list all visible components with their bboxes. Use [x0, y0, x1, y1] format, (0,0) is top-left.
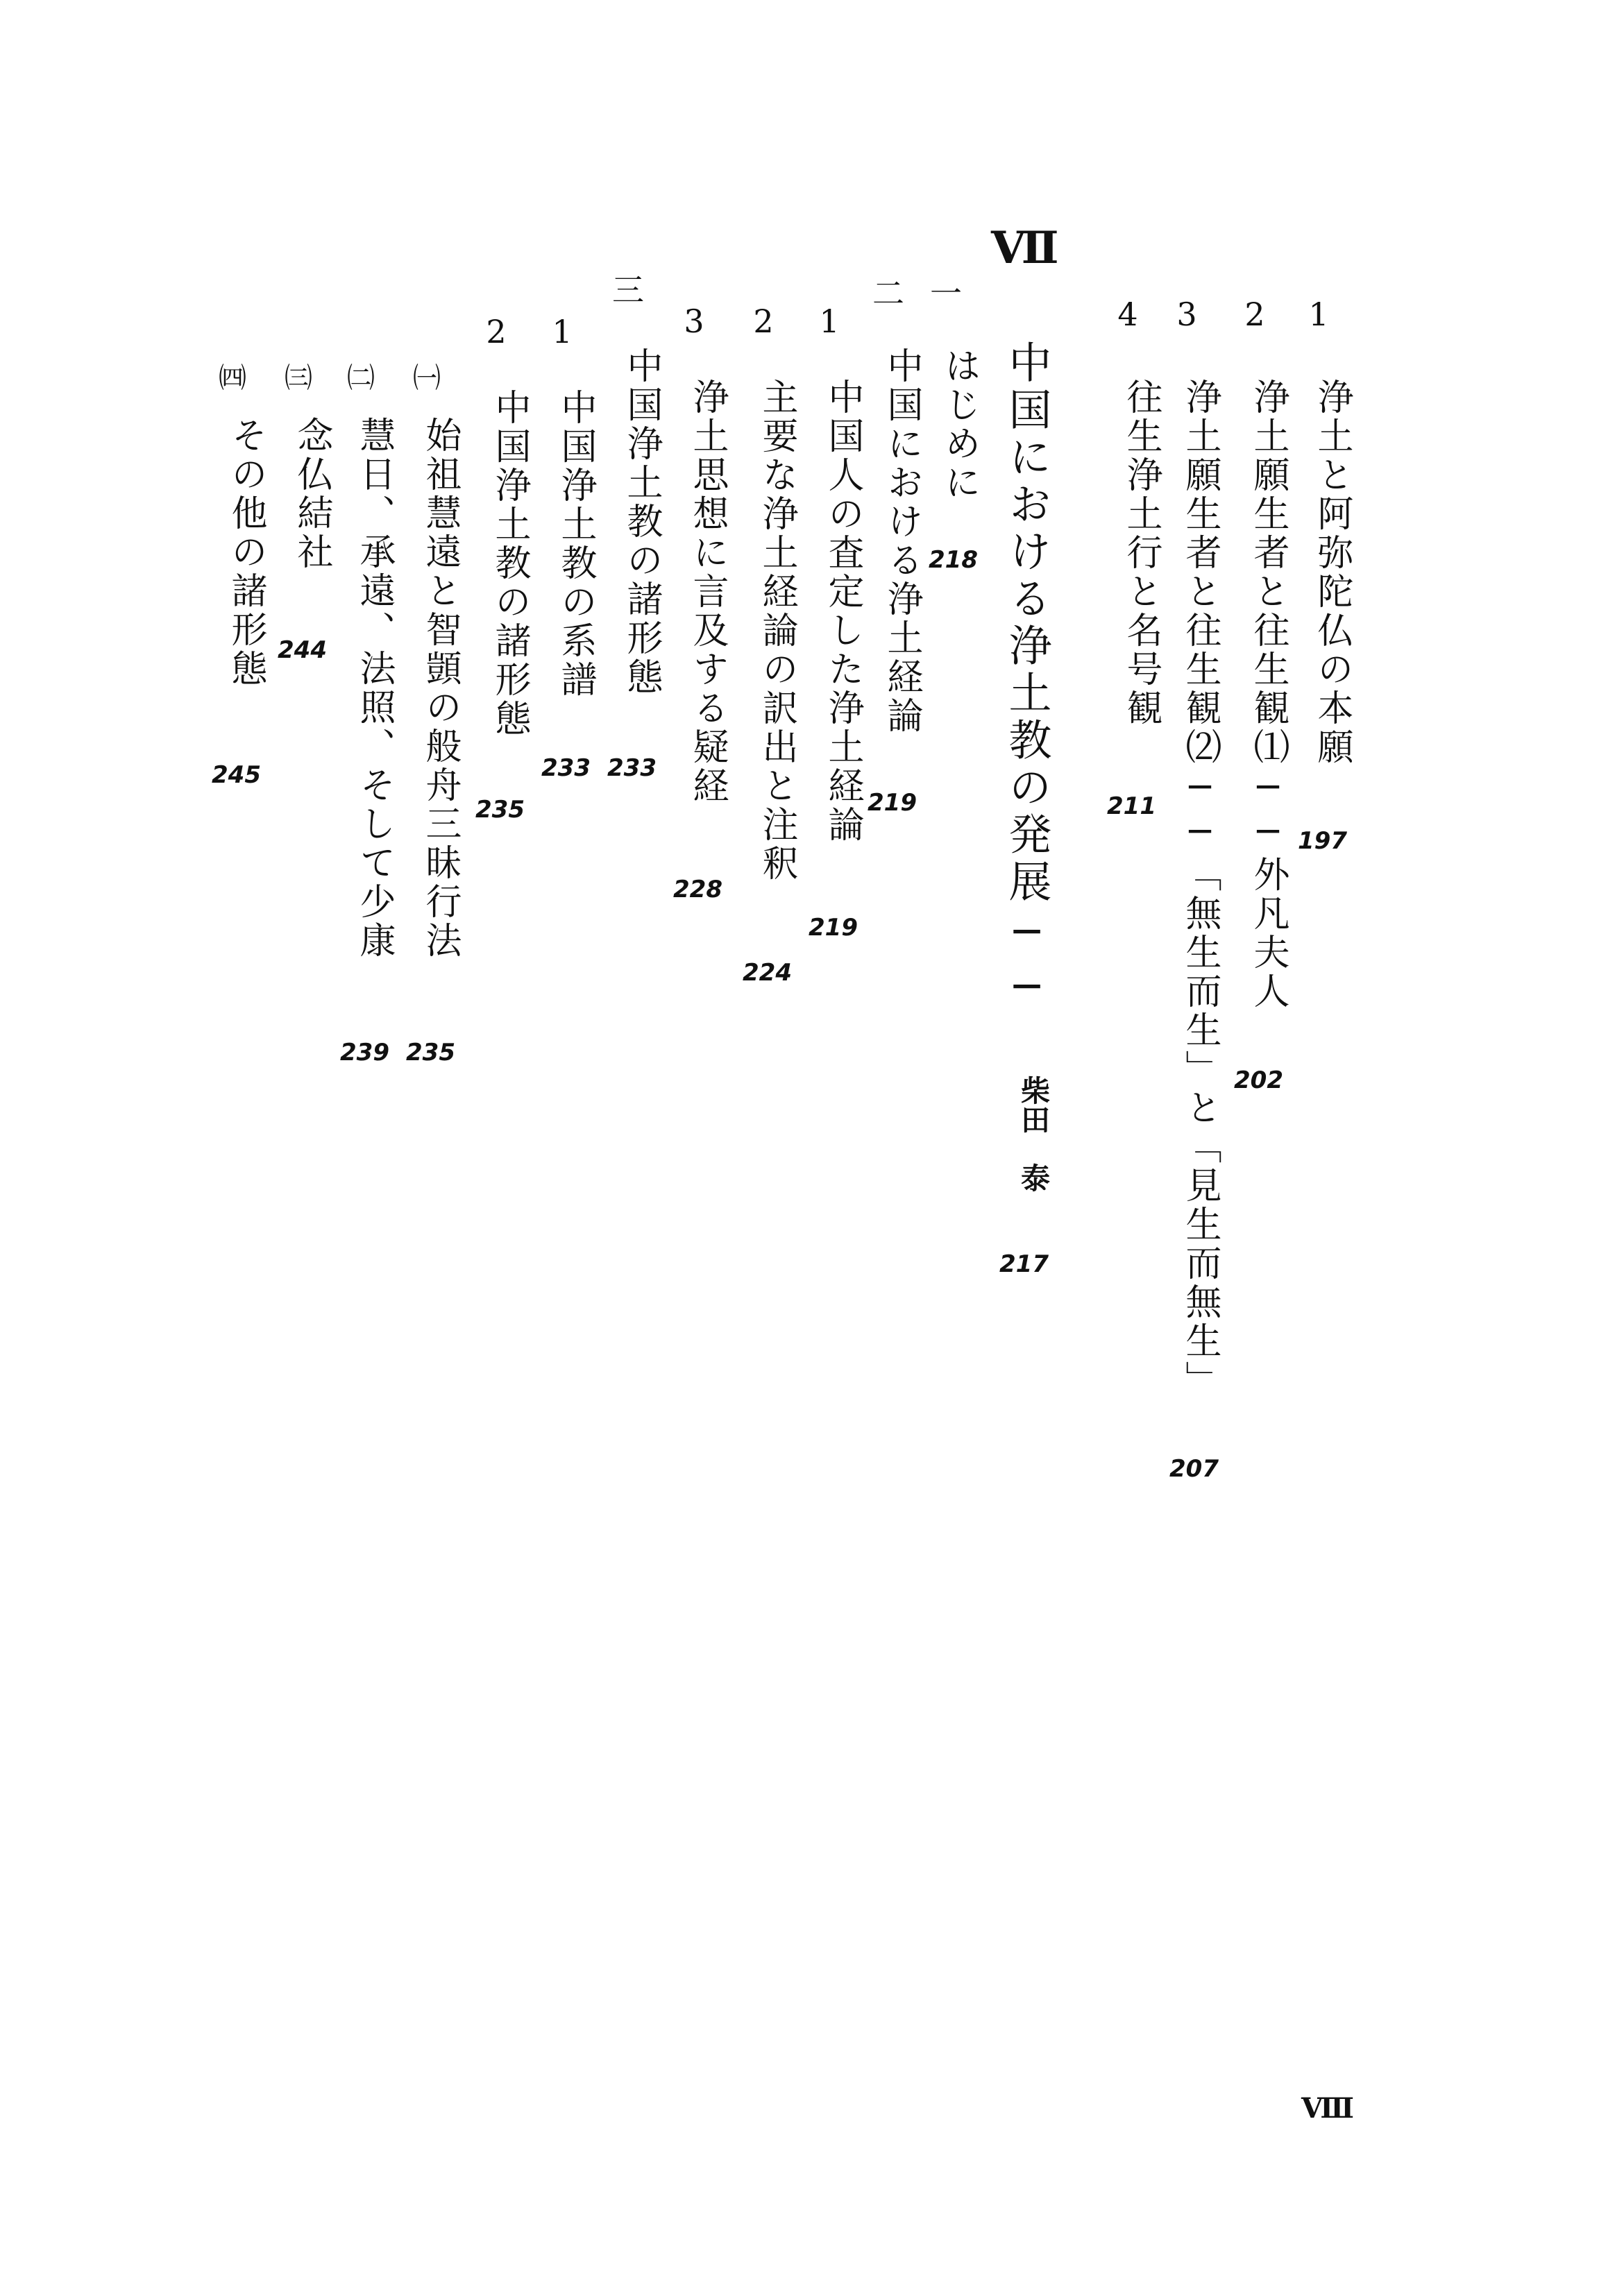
section-author: 柴田 泰 [1017, 1075, 1051, 1192]
entry-title: はじめに [938, 347, 980, 502]
toc-entry [597, 0, 662, 833]
entry-title: 慧日、承遠、法照、そして少康 [353, 416, 395, 960]
entry-page: 197 [1298, 827, 1347, 855]
section-heading [986, 0, 1052, 1318]
entry-title: 往生浄土行と名号観 [1120, 378, 1162, 728]
toc-entry [915, 0, 980, 624]
entry-title: その他の諸形態 [225, 416, 267, 688]
toc-entry [798, 0, 861, 971]
section-title: 中国における浄土教の発展── [1001, 340, 1052, 1016]
entry-title: 中国人の査定した浄土経論 [822, 378, 863, 844]
entry-title: 中国浄土教の諸形態 [620, 347, 662, 697]
entry-number: 1 [1308, 296, 1329, 333]
toc-entry [1287, 0, 1353, 902]
entry-title: 主要な浄土経論の訳出と注釈 [756, 378, 797, 883]
entry-number: 一 [930, 275, 962, 312]
entry-number: 4 [1117, 296, 1138, 333]
entry-page: 235 [406, 1039, 455, 1066]
entry-page: 219 [809, 914, 858, 942]
entry-title: 浄土願生者と往生観⑴──外凡夫人 [1247, 378, 1289, 1011]
entry-number: 2 [1244, 296, 1265, 333]
toc-entry [396, 0, 461, 1110]
entry-number: ㈣ [219, 362, 246, 394]
toc-entry [330, 0, 395, 1110]
toc-entry [1156, 0, 1221, 1527]
toc-entry [1097, 0, 1162, 902]
toc-entry [857, 0, 920, 902]
entry-page: 217 [999, 1250, 1049, 1278]
entry-number: 二 [872, 275, 904, 312]
entry-number: ㈠ [413, 362, 441, 394]
entry-title: 中国浄土教の諸形態 [489, 389, 530, 738]
entry-page: 219 [868, 789, 917, 817]
entry-title: 浄土と阿弥陀仏の本願 [1311, 378, 1353, 767]
entry-page: 218 [929, 546, 978, 574]
entry-number: 3 [684, 303, 704, 340]
entry-page: 207 [1169, 1455, 1219, 1483]
entry-number: 2 [486, 313, 507, 350]
entry-page: 244 [278, 636, 327, 664]
entry-title: 浄土思想に言及する疑経 [686, 378, 728, 806]
toc-entry [465, 0, 530, 867]
entry-number: 1 [819, 303, 840, 340]
entry-page: 224 [743, 959, 792, 987]
entry-page: 235 [475, 796, 525, 824]
toc-entry [201, 0, 267, 833]
entry-title: 浄土願生者と往生観⑵──「無生而生」と「見生而無生」 [1179, 378, 1221, 1400]
toc-entry [531, 0, 596, 833]
entry-number: ㈡ [347, 362, 375, 394]
chapter-number: Ⅶ [991, 222, 1059, 274]
toc-entry [732, 0, 795, 1041]
entry-page: 233 [607, 754, 657, 782]
toc-entry [267, 0, 330, 694]
entry-title: 中国浄土教の系譜 [555, 389, 596, 699]
toc-entry [1224, 0, 1289, 1110]
page-number: Ⅷ [1301, 2092, 1354, 2125]
entry-number: 1 [552, 313, 573, 350]
entry-page: 233 [541, 754, 591, 782]
entry-page: 239 [340, 1039, 389, 1066]
entry-page: 202 [1234, 1066, 1283, 1094]
entry-number: 2 [753, 303, 774, 340]
toc-entry [663, 0, 728, 971]
entry-title: 始祖慧遠と智顗の般舟三昧行法 [419, 416, 461, 960]
entry-number: 三 [612, 271, 644, 309]
entry-page: 245 [212, 761, 261, 789]
entry-page: 228 [673, 876, 722, 903]
entry-title: 中国における浄土経論 [881, 347, 922, 735]
entry-number: ㈢ [285, 362, 312, 394]
entry-number: 3 [1176, 296, 1197, 333]
entry-title: 念仏結社 [291, 416, 332, 572]
entry-page: 211 [1107, 792, 1156, 820]
